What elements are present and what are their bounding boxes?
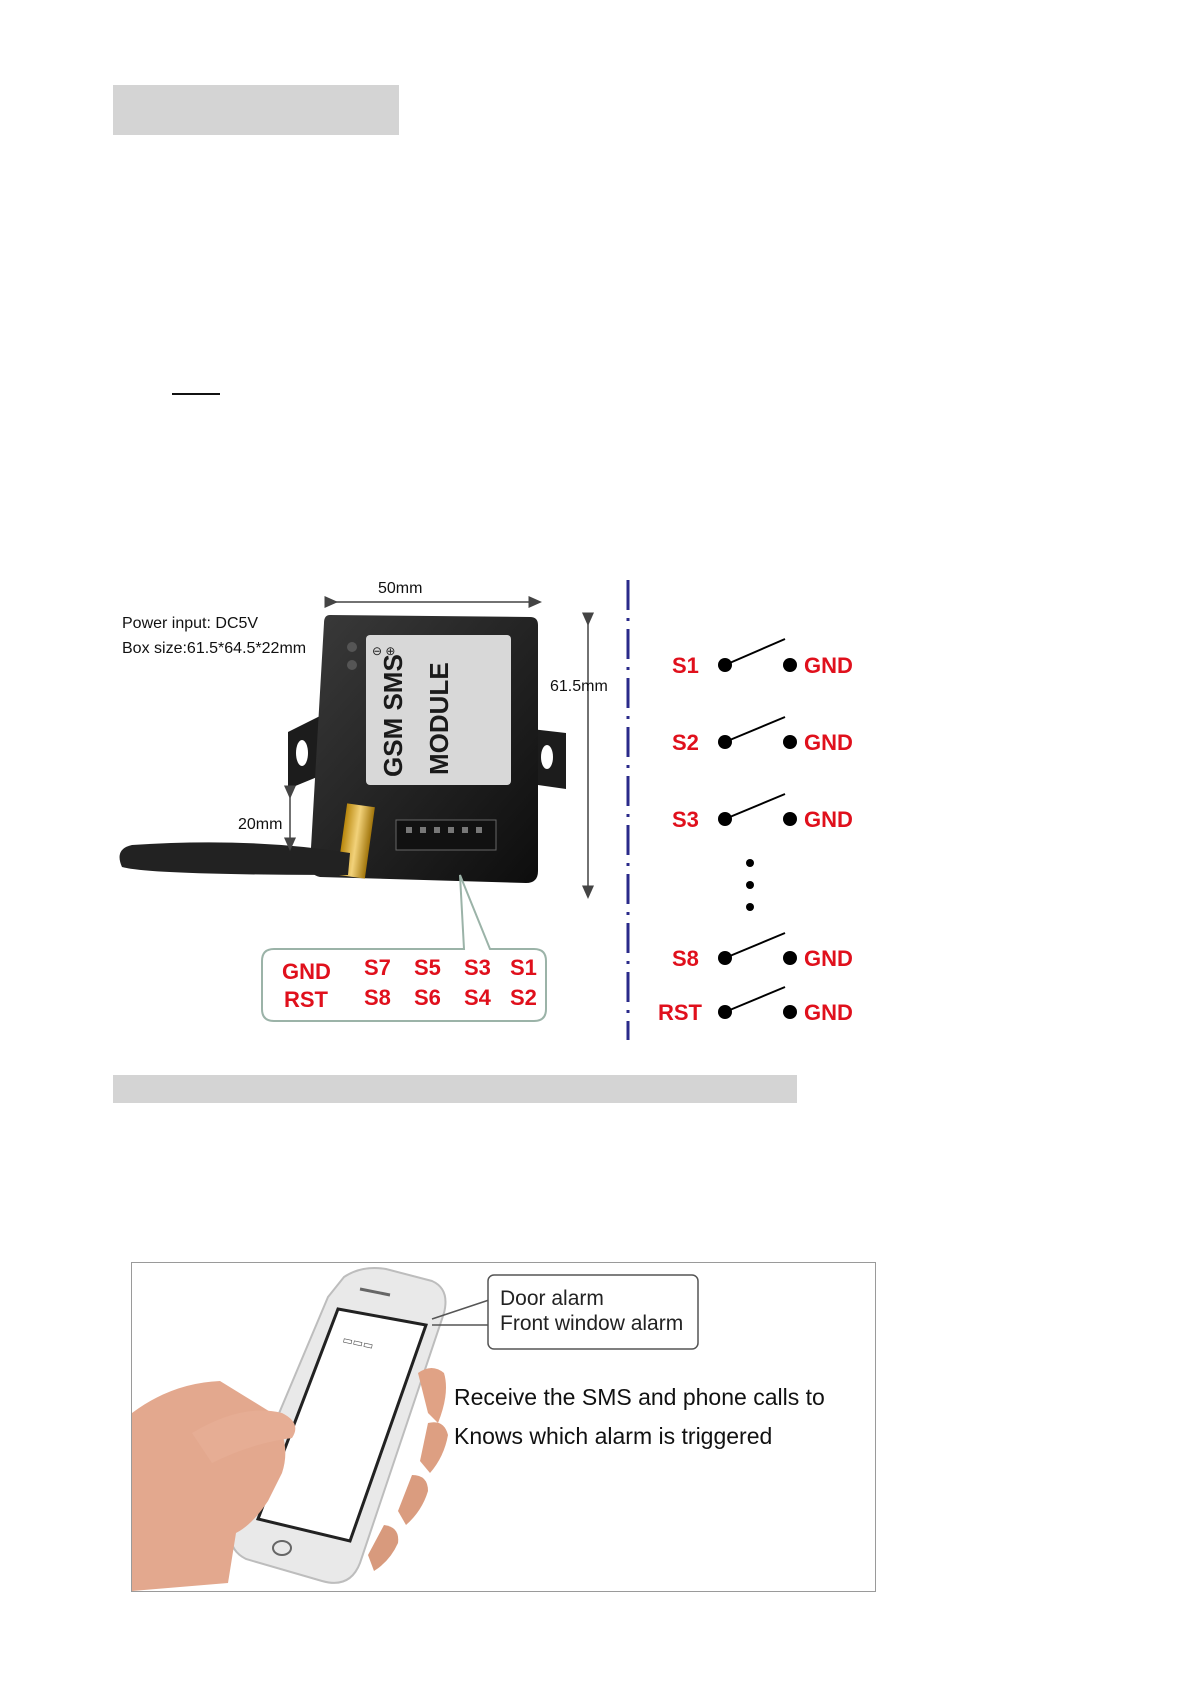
- switch-contact: [783, 1005, 797, 1019]
- pin-label: S6: [414, 985, 441, 1010]
- hand-finger-2: [420, 1422, 448, 1473]
- height-dimension-text: 61.5mm: [550, 678, 608, 695]
- pin-label: GND: [282, 959, 331, 984]
- switch-s1: [672, 639, 853, 678]
- mounting-hole-left: [296, 740, 308, 766]
- pin-label: S7: [364, 955, 391, 980]
- switch-contact: [783, 735, 797, 749]
- led-2: [347, 660, 357, 670]
- polarity-icon: ⊖ ⊕: [372, 644, 396, 658]
- switch-ground-label: GND: [804, 807, 853, 832]
- callout-line2: Front window alarm: [500, 1312, 684, 1335]
- screen-logo-icon: ▭▭▭: [341, 1334, 375, 1353]
- hand-finger-4: [368, 1525, 398, 1571]
- switch-s3: [672, 794, 853, 832]
- underline-mark: [172, 393, 220, 395]
- switch-input-label: S3: [672, 807, 699, 832]
- switch-ground-label: GND: [804, 946, 853, 971]
- hand-finger-3: [398, 1475, 428, 1525]
- pin-label: S3: [464, 955, 491, 980]
- switch-input-label: S8: [672, 946, 699, 971]
- switch-contact: [783, 951, 797, 965]
- switch-lever: [725, 794, 785, 819]
- module-wiring-svg: [110, 575, 890, 1045]
- led-1: [347, 642, 357, 652]
- antenna-dimension-text: 20mm: [238, 816, 283, 833]
- hand-finger-1: [418, 1368, 446, 1423]
- switch-input-label: S1: [672, 653, 699, 678]
- heading-bar-top: [113, 85, 399, 135]
- caption-line1: Receive the SMS and phone calls to: [454, 1384, 825, 1410]
- box-size-text: Box size:61.5*64.5*22mm: [122, 640, 307, 657]
- switch-s8: [672, 933, 853, 971]
- switch-input-label: RST: [658, 1000, 702, 1025]
- phone-sms-svg: [132, 1263, 875, 1591]
- switch-rst: [658, 987, 853, 1025]
- pin-label: S4: [464, 985, 491, 1010]
- heading-bar-middle: [113, 1075, 797, 1103]
- caption-line2: Knows which alarm is triggered: [454, 1423, 773, 1449]
- switch-ground-label: GND: [804, 653, 853, 678]
- switch-lever: [725, 987, 785, 1012]
- module-label-line2: MODULE: [424, 662, 454, 775]
- ellipsis-dots: [746, 859, 754, 911]
- switch-ground-label: GND: [804, 1000, 853, 1025]
- power-input-text: Power input: DC5V: [122, 615, 259, 632]
- callout-line1: Door alarm: [500, 1287, 604, 1310]
- pin-label: S2: [510, 985, 537, 1010]
- mounting-hole-right: [541, 745, 553, 769]
- switch-lever: [725, 933, 785, 958]
- width-dimension-text: 50mm: [378, 580, 423, 597]
- switch-s2: [672, 717, 853, 755]
- switch-lever: [725, 717, 785, 742]
- pin-label: S8: [364, 985, 391, 1010]
- module-label-line1: GSM SMS: [378, 654, 408, 777]
- switch-contact: [783, 658, 797, 672]
- pin-label: RST: [284, 987, 328, 1012]
- switch-lever: [725, 639, 785, 665]
- switch-input-label: S2: [672, 730, 699, 755]
- phone-sms-figure: [131, 1262, 876, 1592]
- switch-contact: [783, 812, 797, 826]
- pin-header-connector: [396, 820, 496, 850]
- pin-label: S1: [510, 955, 537, 980]
- pin-label: S5: [414, 955, 441, 980]
- module-wiring-figure: [110, 575, 890, 1045]
- switch-ground-label: GND: [804, 730, 853, 755]
